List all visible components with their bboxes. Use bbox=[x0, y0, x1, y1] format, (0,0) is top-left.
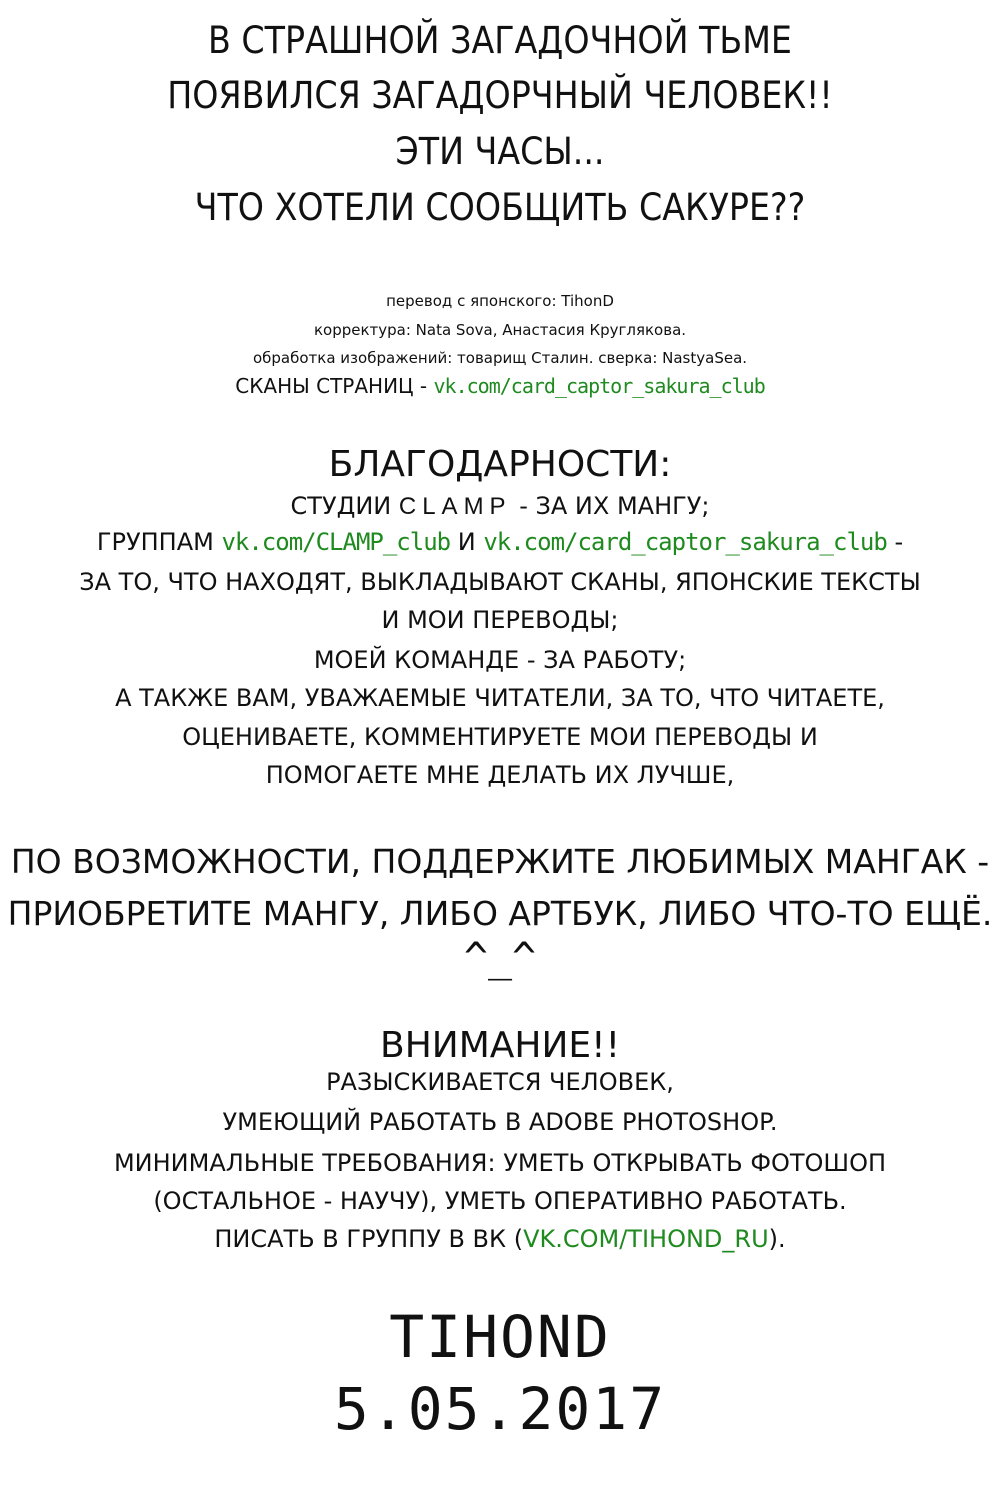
signature-name: TIHOND bbox=[389, 1303, 611, 1371]
attention-line-4: (ОСТАЛЬНОЕ - НАУЧУ), УМЕТЬ ОПЕРАТИВНО РАБОТАТЬ. bbox=[153, 1187, 847, 1215]
groups-dash: - bbox=[894, 528, 904, 556]
clamp-suffix: - ЗА ИХ МАНГУ; bbox=[519, 492, 710, 520]
credit-translation: перевод с японского: TihonD bbox=[386, 292, 614, 310]
credit-proofreading: корректура: Nata Sova, Анастасия Круглякова. bbox=[313, 321, 687, 339]
credit-scans bbox=[0, 376, 1000, 396]
groups-and: И bbox=[457, 528, 476, 556]
support-line-1: ПО ВОЗМОЖНОСТИ, ПОДДЕРЖИТЕ ЛЮБИМЫХ МАНГАК - bbox=[10, 842, 990, 881]
attention-line-2: УМЕЮЩИЙ РАБОТАТЬ В ADOBE PHOTOSHOP. bbox=[222, 1108, 778, 1136]
attention-heading: ВНИМАНИЕ!! bbox=[380, 1025, 620, 1066]
thanks-line-7: ОЦЕНИВАЕТЕ, КОММЕНТИРУЕТЕ МОИ ПЕРЕВОДЫ И bbox=[182, 723, 818, 751]
scans-link[interactable]: vk.com/card_captor_sakura_club bbox=[433, 374, 765, 398]
intro-line-1: В СТРАШНОЙ ЗАГАДОЧНОЙ ТЬМЕ bbox=[208, 19, 792, 62]
thanks-line-5: МОЕЙ КОМАНДЕ - ЗА РАБОТУ; bbox=[313, 646, 687, 674]
attention-line-1: РАЗЫСКИВАЕТСЯ ЧЕЛОВЕК, bbox=[326, 1068, 674, 1096]
attention-line-3: МИНИМАЛЬНЫЕ ТРЕБОВАНИЯ: УМЕТЬ ОТКРЫВАТЬ ФОТОШОП bbox=[113, 1149, 887, 1177]
intro-line-4: ЧТО ХОТЕЛИ СООБЩИТЬ САКУРЕ?? bbox=[194, 186, 806, 229]
thanks-line-4: И МОИ ПЕРЕВОДЫ; bbox=[381, 606, 619, 634]
thanks-heading: БЛАГОДАРНОСТИ: bbox=[328, 444, 672, 485]
thanks-groups bbox=[0, 530, 1000, 554]
groups-link-clamp[interactable]: vk.com/CLAMP_club bbox=[221, 528, 451, 556]
intro-line-2: ПОЯВИЛСЯ ЗАГАДОРЧНЫЙ ЧЕЛОВЕК!! bbox=[167, 74, 833, 117]
thanks-line-3: ЗА ТО, ЧТО НАХОДЯТ, ВЫКЛАДЫВАЮТ СКАНЫ, ЯПОНСКИЕ ТЕКСТЫ bbox=[79, 568, 921, 596]
thanks-line-6: А ТАКЖЕ ВАМ, УВАЖАЕМЫЕ ЧИТАТЕЛИ, ЗА ТО, ЧТО ЧИТАЕТЕ, bbox=[115, 684, 885, 712]
thanks-line-8: ПОМОГАЕТЕ МНЕ ДЕЛАТЬ ИХ ЛУЧШЕ, bbox=[265, 761, 735, 789]
scans-label: СКАНЫ СТРАНИЦ - bbox=[235, 374, 428, 398]
clamp-prefix: СТУДИИ bbox=[290, 492, 392, 520]
attention-line-5 bbox=[0, 1227, 1000, 1251]
clamp-name: CLAMP bbox=[398, 493, 512, 520]
groups-prefix: ГРУППАМ bbox=[96, 528, 214, 556]
attention-contact-link[interactable]: VK.COM/TIHOND_RU bbox=[523, 1225, 769, 1253]
signature-date: 5.05.2017 bbox=[333, 1375, 667, 1443]
attention-contact-prefix: ПИСАТЬ В ГРУППУ В ВК ( bbox=[214, 1225, 524, 1253]
smiley: ^_^ bbox=[463, 935, 537, 981]
intro-line-3: ЭТИ ЧАСЫ... bbox=[395, 130, 605, 173]
credit-image-editing: обработка изображений: товарищ Сталин. сверка: NastyaSea. bbox=[252, 349, 748, 367]
groups-link-sakura[interactable]: vk.com/card_captor_sakura_club bbox=[483, 528, 887, 556]
support-line-2: ПРИОБРЕТИТЕ МАНГУ, ЛИБО АРТБУК, ЛИБО ЧТО-ТО ЕЩЁ. bbox=[7, 894, 993, 933]
attention-contact-suffix: ). bbox=[768, 1225, 786, 1253]
thanks-clamp bbox=[0, 494, 1000, 519]
